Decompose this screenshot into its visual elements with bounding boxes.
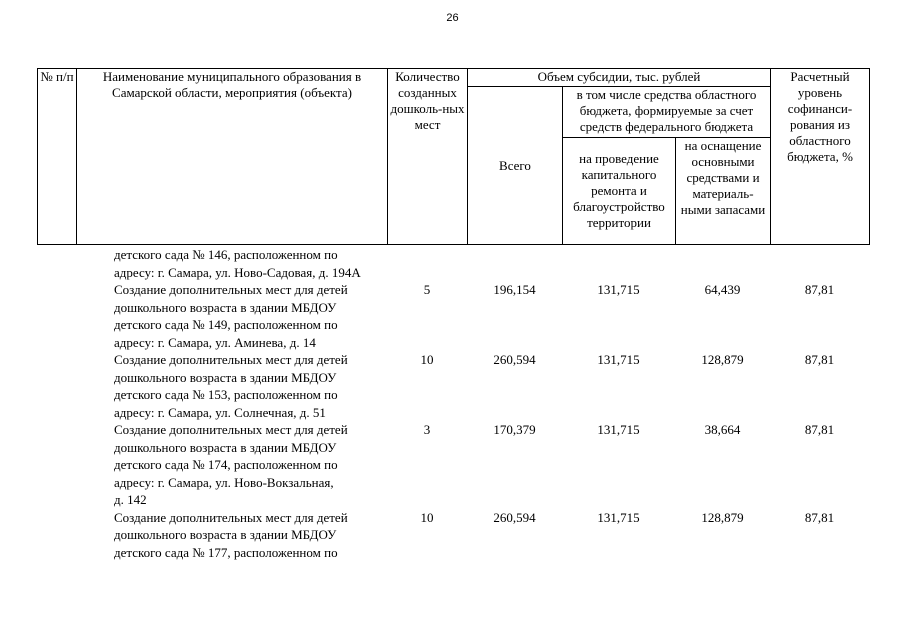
row-capital: 131,715 [597,282,640,297]
table-row [37,421,869,509]
row-name-line: детского сада № 153, расположенном по [114,387,338,402]
row-equipment: 128,879 [701,352,744,367]
header-col-name: Наименование муниципального образования в Самарской области, мероприятия (объекта) [77,69,388,245]
row-total: 196,154 [493,282,536,297]
row-total: 170,379 [493,422,536,437]
row-capital: 131,715 [597,352,640,367]
row-level: 87,81 [804,282,835,297]
header-col-capital: на проведение капитального ремонта и благоустройство территории [563,138,676,245]
table-row [37,281,869,351]
row-equipment: 128,879 [701,509,744,525]
row-number [37,421,76,509]
header-col-num: № п/п [38,69,77,245]
row-name-line: Создание дополнительных мест для детей [114,509,348,525]
row-name-line: детского сада № 177, расположенном по [114,544,338,560]
row-name-line: адресу: г. Самара, ул. Ново-Садовая, д. 194А [114,264,361,280]
row-level: 87,81 [804,352,835,367]
row-name-line: Создание дополнительных мест для детей [114,422,348,437]
row-name-line: детского сада № 146, расположенном по [114,247,338,262]
row-name [76,351,387,421]
row-name [76,246,387,281]
row-total: 260,594 [493,509,536,525]
row-qty: 10 [420,352,434,367]
row-capital [562,246,675,281]
row-name-line: дошкольного возраста в здании МБДОУ [114,299,337,315]
header-col-level: Расчетный уровень софинанси-рования из областного бюджета, % [771,69,870,245]
row-qty [387,246,467,281]
row-equipment: 38,664 [704,422,741,437]
row-qty: 5 [423,282,431,297]
row-name-line: Создание дополнительных мест для детей [114,352,348,367]
row-equipment: 64,439 [704,282,741,297]
header-col-total: Всего [468,87,563,245]
row-name-line: адресу: г. Самара, ул. Солнечная, д. 51 [114,404,326,420]
row-equipment [675,246,770,281]
row-capital: 131,715 [597,509,640,525]
row-total: 260,594 [493,352,536,367]
row-level [770,246,869,281]
row-name-line: адресу: г. Самара, ул. Аминева, д. 14 [114,334,316,350]
row-number [37,351,76,421]
row-name-line: Создание дополнительных мест для детей [114,282,348,297]
row-qty: 10 [420,509,434,525]
row-name-line: дошкольного возраста в здании МБДОУ [114,439,337,455]
row-total [467,246,562,281]
row-number [37,246,76,281]
row-name [76,421,387,509]
row-name-line: детского сада № 149, расположенном по [114,317,338,332]
row-level: 87,81 [804,422,835,437]
row-capital: 131,715 [597,422,640,437]
row-name-line: дошкольного возраста в здании МБДОУ [114,369,337,385]
row-name [76,281,387,351]
row-name-line: д. 142 [114,492,147,507]
table-body [37,246,869,561]
table-header [37,68,870,245]
header-col-equipment: на оснащение основными средствами и материаль-ными запасами [676,138,771,245]
table-row [37,509,869,562]
table-row [37,246,869,281]
row-name [76,509,387,562]
row-name-line: дошкольного возраста в здании МБДОУ [114,527,337,542]
row-name-line: детского сада № 174, расположенном по [114,457,338,472]
row-name-line: адресу: г. Самара, ул. Ново-Вокзальная, [114,474,334,490]
row-number [37,509,76,562]
row-number [37,281,76,351]
row-qty: 3 [423,422,431,437]
table-row [37,351,869,421]
header-col-subsidy: Объем субсидии, тыс. рублей [468,69,771,87]
page-number: 26 [446,12,459,24]
row-level: 87,81 [804,509,835,525]
header-col-including: в том числе средства областного бюджета, формируемые за счет средств федерального бюджета [563,87,771,138]
header-col-qty: Количество созданных дошколь-ных мест [388,69,468,245]
